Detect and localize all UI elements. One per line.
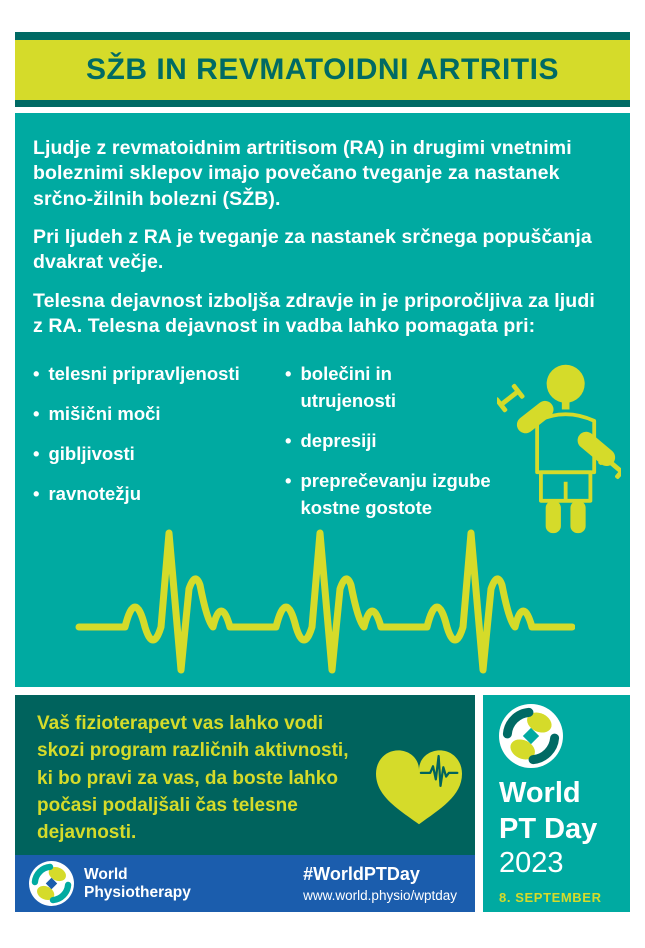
list-item-label: kostne gostote — [300, 496, 433, 518]
intro-section — [15, 113, 630, 339]
list-item — [285, 428, 510, 455]
event-date: 8. SEPTEMBER — [499, 890, 602, 906]
list-item-label: • gibljivosti — [48, 443, 135, 465]
list-item — [33, 441, 285, 468]
event-year: 2023 — [499, 847, 564, 880]
footer-band — [15, 855, 475, 912]
event-name-line1: World — [499, 777, 581, 809]
org-name-line2: Physiotherapy — [84, 883, 191, 901]
list-item — [285, 361, 510, 415]
person-lifting-dumbbells-icon — [497, 360, 621, 541]
list-item-label: • telesni pripravljenosti — [48, 363, 240, 385]
list-item-label: utrujenosti — [300, 390, 397, 412]
benefits-list-left — [33, 361, 285, 534]
heart-with-pulse-icon — [372, 742, 466, 833]
main-panel — [15, 113, 630, 687]
header-top-rule — [15, 32, 630, 40]
world-pt-day-logo — [499, 704, 563, 768]
page-title: SŽB IN REVMATOIDNI ARTRITIS — [86, 53, 559, 86]
benefits-list-right — [285, 361, 510, 534]
list-item — [33, 481, 285, 508]
website-url: www.world.physio/wptday — [303, 888, 457, 903]
header-bottom-rule — [15, 100, 630, 107]
intro-paragraph-3: Telesna dejavnost izboljša zdravje in je priporočljiva za ljudi z RA. Telesna dejavnost in vadba lahko pomagata pri: — [33, 289, 595, 338]
org-name-line1: World — [84, 865, 128, 883]
list-item-label: • preprečevanju izgube — [300, 469, 491, 491]
title-band — [15, 40, 630, 100]
heartbeat-ecg-line-icon — [73, 517, 575, 687]
list-item-label: • depresiji — [300, 430, 377, 452]
intro-paragraph-2: Pri ljudeh z RA je tveganje za nastanek srčnega popuščanja dvakrat večje. — [33, 226, 592, 274]
world-physiotherapy-logo — [29, 861, 74, 906]
hashtag: #WorldPTDay — [303, 864, 420, 884]
event-name-line2: PT Day — [499, 813, 598, 846]
intro-paragraph-1: Ljudje z revmatoidnim artritisom (RA) in drugimi vnetnimi boleznimi sklepov imajo povečano tveganje za nastanek srčno-žilnih bolezni (SŽB). — [33, 137, 572, 210]
header-band — [15, 32, 630, 107]
list-item — [33, 401, 285, 428]
list-item — [33, 361, 285, 388]
advice-panel — [15, 695, 475, 855]
advice-text: Vaš fizioterapevt vas lahko vodi skozi program različnih aktivnosti, ki bo pravi za vas, da boste lahko počasi podaljšali čas telesne dejavnosti. — [37, 713, 349, 844]
social-block — [303, 864, 461, 903]
list-item-label: • ravnotežju — [48, 482, 142, 504]
list-item-label: • bolečini in — [300, 363, 392, 385]
list-item-label: • mišični moči — [48, 403, 161, 425]
event-panel — [483, 695, 630, 912]
list-item — [285, 468, 510, 522]
org-name — [84, 866, 191, 902]
